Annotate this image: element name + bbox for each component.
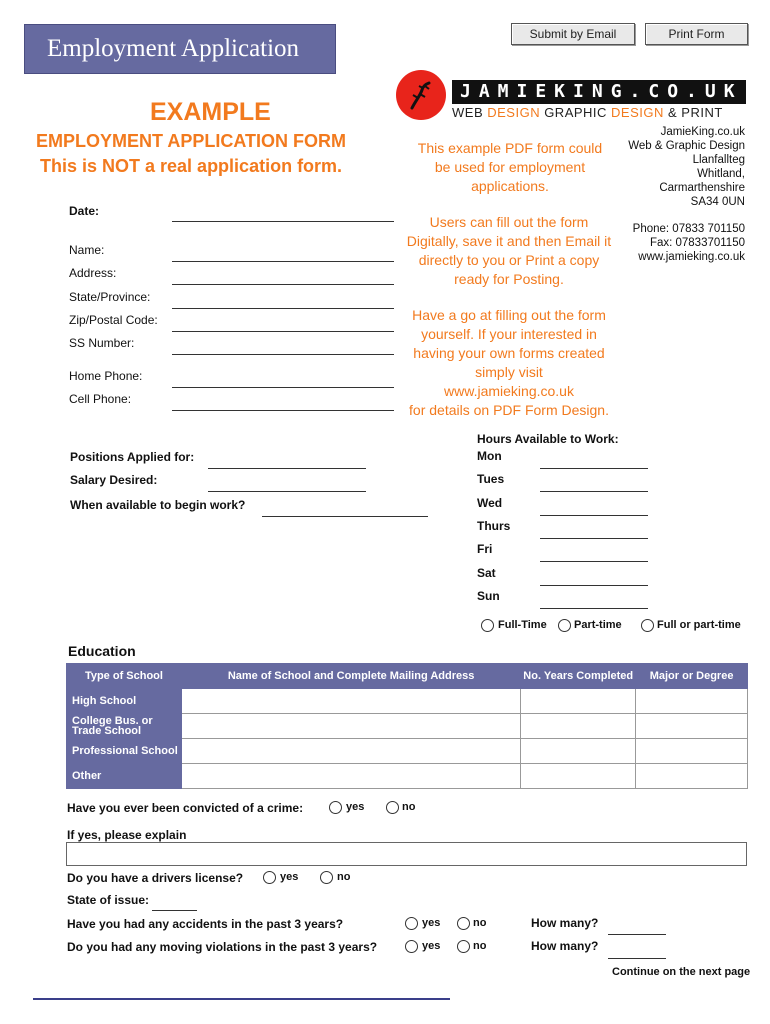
cell-phone-label: Cell Phone: bbox=[69, 392, 132, 406]
edu-major-cell[interactable] bbox=[636, 739, 748, 764]
gecko-logo-icon bbox=[396, 70, 446, 120]
full-or-part-time-radio[interactable] bbox=[641, 619, 654, 632]
logo-wordmark: JAMIEKING.CO.UK bbox=[452, 80, 746, 104]
info-paragraph-1: This example PDF form could be used for employment applications. bbox=[417, 140, 603, 194]
day-fri-label: Fri bbox=[477, 542, 493, 556]
accidents-question: Have you had any accidents in the past 3 years? bbox=[67, 917, 344, 931]
state-issue-field[interactable] bbox=[152, 910, 197, 911]
full-time-label: Full-Time bbox=[498, 619, 547, 631]
edu-years-cell[interactable] bbox=[521, 764, 636, 789]
edu-years-cell[interactable] bbox=[521, 739, 636, 764]
education-title: Education bbox=[68, 643, 136, 659]
day-sat-label: Sat bbox=[477, 566, 496, 580]
full-or-part-time-label: Full or part-time bbox=[657, 619, 741, 631]
day-thurs-label: Thurs bbox=[477, 519, 511, 533]
edu-name-cell[interactable] bbox=[181, 739, 520, 764]
table-row bbox=[67, 764, 748, 789]
day-thurs-field[interactable] bbox=[540, 538, 648, 539]
name-label: Name: bbox=[69, 243, 105, 257]
violations-how-many-field[interactable] bbox=[608, 958, 666, 959]
date-label: Date: bbox=[69, 204, 100, 218]
crime-yes-label: yes bbox=[346, 801, 365, 813]
license-no-radio[interactable] bbox=[320, 871, 333, 884]
edu-row-label: Other bbox=[67, 764, 182, 789]
positions-label: Positions Applied for: bbox=[70, 450, 195, 464]
edu-name-cell[interactable] bbox=[181, 689, 520, 714]
salary-label: Salary Desired: bbox=[70, 473, 158, 487]
crime-yes-radio[interactable] bbox=[329, 801, 342, 814]
part-time-radio[interactable] bbox=[558, 619, 571, 632]
edu-major-cell[interactable] bbox=[636, 689, 748, 714]
violations-no-label: no bbox=[473, 940, 487, 952]
license-question: Do you have a drivers license? bbox=[67, 871, 244, 885]
day-wed-field[interactable] bbox=[540, 515, 648, 516]
address-field[interactable] bbox=[172, 284, 394, 285]
home-phone-label: Home Phone: bbox=[69, 369, 143, 383]
example-heading: EXAMPLE bbox=[150, 98, 271, 126]
violations-yes-radio[interactable] bbox=[405, 940, 418, 953]
table-row bbox=[67, 714, 748, 739]
name-field[interactable] bbox=[172, 261, 394, 262]
license-no-label: no bbox=[337, 871, 351, 883]
edu-major-cell[interactable] bbox=[636, 764, 748, 789]
zip-field[interactable] bbox=[172, 331, 394, 332]
footer-divider bbox=[33, 998, 450, 1000]
edu-years-cell[interactable] bbox=[521, 689, 636, 714]
date-field[interactable] bbox=[172, 221, 394, 222]
state-field[interactable] bbox=[172, 308, 394, 309]
day-tues-label: Tues bbox=[477, 472, 505, 486]
begin-work-field[interactable] bbox=[262, 516, 428, 517]
zip-label: Zip/Postal Code: bbox=[69, 313, 158, 327]
salary-field[interactable] bbox=[208, 491, 366, 492]
not-real-notice: This is NOT a real application form. bbox=[40, 156, 343, 176]
edu-name-cell[interactable] bbox=[181, 714, 520, 739]
crime-no-radio[interactable] bbox=[386, 801, 399, 814]
violations-question: Do you had any moving violations in the past 3 years? bbox=[67, 940, 378, 954]
violations-no-radio[interactable] bbox=[457, 940, 470, 953]
address-label: Address: bbox=[69, 266, 117, 280]
info-paragraph-3: Have a go at filling out the form yourself. If your interested in having your own forms created simply visit www.jamieking.co.uk for details on PDF Form Design. bbox=[409, 307, 609, 418]
edu-name-cell[interactable] bbox=[181, 764, 520, 789]
page-title: Employment Application bbox=[24, 24, 336, 74]
full-time-radio[interactable] bbox=[481, 619, 494, 632]
cell-phone-field[interactable] bbox=[172, 410, 394, 411]
explain-label: If yes, please explain bbox=[67, 828, 187, 842]
edu-header-name: Name of School and Complete Mailing Address bbox=[181, 664, 520, 689]
contact-block: JamieKing.co.uk Web & Graphic Design Llanfallteg Whitland, Carmarthenshire SA34 0UN bbox=[628, 126, 745, 208]
violations-how-many-label: How many? bbox=[531, 939, 599, 953]
crime-question: Have you ever been convicted of a crime: bbox=[67, 801, 304, 815]
begin-work-label: When available to begin work? bbox=[70, 498, 246, 512]
contact-phone-block: Phone: 07833 701150 Fax: 07833701150 www.jamieking.co.uk bbox=[632, 223, 745, 263]
edu-major-cell[interactable] bbox=[636, 714, 748, 739]
edu-header-years: No. Years Completed bbox=[521, 664, 636, 689]
info-paragraph-2: Users can fill out the form Digitally, save it and then Email it directly to you or Print a copy ready for Posting. bbox=[406, 214, 612, 287]
positions-field[interactable] bbox=[208, 468, 366, 469]
explain-field[interactable] bbox=[66, 842, 747, 866]
education-table bbox=[66, 663, 748, 789]
day-sun-field[interactable] bbox=[540, 608, 648, 609]
crime-no-label: no bbox=[402, 801, 416, 813]
hours-title: Hours Available to Work: bbox=[477, 432, 619, 446]
license-yes-radio[interactable] bbox=[263, 871, 276, 884]
day-fri-field[interactable] bbox=[540, 561, 648, 562]
table-row bbox=[67, 739, 748, 764]
day-mon-field[interactable] bbox=[540, 468, 648, 469]
submit-by-email-button[interactable]: Submit by Email bbox=[511, 23, 635, 45]
day-mon-label: Mon bbox=[477, 449, 502, 463]
day-sat-field[interactable] bbox=[540, 585, 648, 586]
state-issue-label: State of issue: bbox=[67, 893, 150, 907]
home-phone-field[interactable] bbox=[172, 387, 394, 388]
day-wed-label: Wed bbox=[477, 496, 503, 510]
edu-header-major: Major or Degree bbox=[636, 664, 748, 689]
part-time-label: Part-time bbox=[574, 619, 622, 631]
continue-note: Continue on the next page bbox=[612, 966, 751, 978]
day-sun-label: Sun bbox=[477, 589, 500, 603]
edu-row-label: Professional School bbox=[67, 739, 182, 764]
example-subheading: EMPLOYMENT APPLICATION FORM bbox=[36, 131, 346, 151]
license-yes-label: yes bbox=[280, 871, 299, 883]
edu-row-label: College Bus. or Trade School bbox=[67, 714, 182, 739]
info-url: www.jamieking.co.uk bbox=[444, 383, 574, 399]
violations-yes-label: yes bbox=[422, 940, 441, 952]
edu-row-label: High School bbox=[67, 689, 182, 714]
edu-years-cell[interactable] bbox=[521, 714, 636, 739]
accidents-yes-radio[interactable] bbox=[405, 917, 418, 930]
accidents-no-label: no bbox=[473, 917, 487, 929]
accidents-how-many-label: How many? bbox=[531, 916, 599, 930]
accidents-no-radio[interactable] bbox=[457, 917, 470, 930]
ss-number-label: SS Number: bbox=[69, 336, 135, 350]
logo-tagline: WEB DESIGN GRAPHIC DESIGN & PRINT bbox=[452, 105, 723, 120]
edu-header-type: Type of School bbox=[67, 664, 182, 689]
state-label: State/Province: bbox=[69, 290, 151, 304]
accidents-how-many-field[interactable] bbox=[608, 934, 666, 935]
ss-number-field[interactable] bbox=[172, 354, 394, 355]
table-row bbox=[67, 689, 748, 714]
day-tues-field[interactable] bbox=[540, 491, 648, 492]
accidents-yes-label: yes bbox=[422, 917, 441, 929]
print-form-button[interactable]: Print Form bbox=[645, 23, 748, 45]
